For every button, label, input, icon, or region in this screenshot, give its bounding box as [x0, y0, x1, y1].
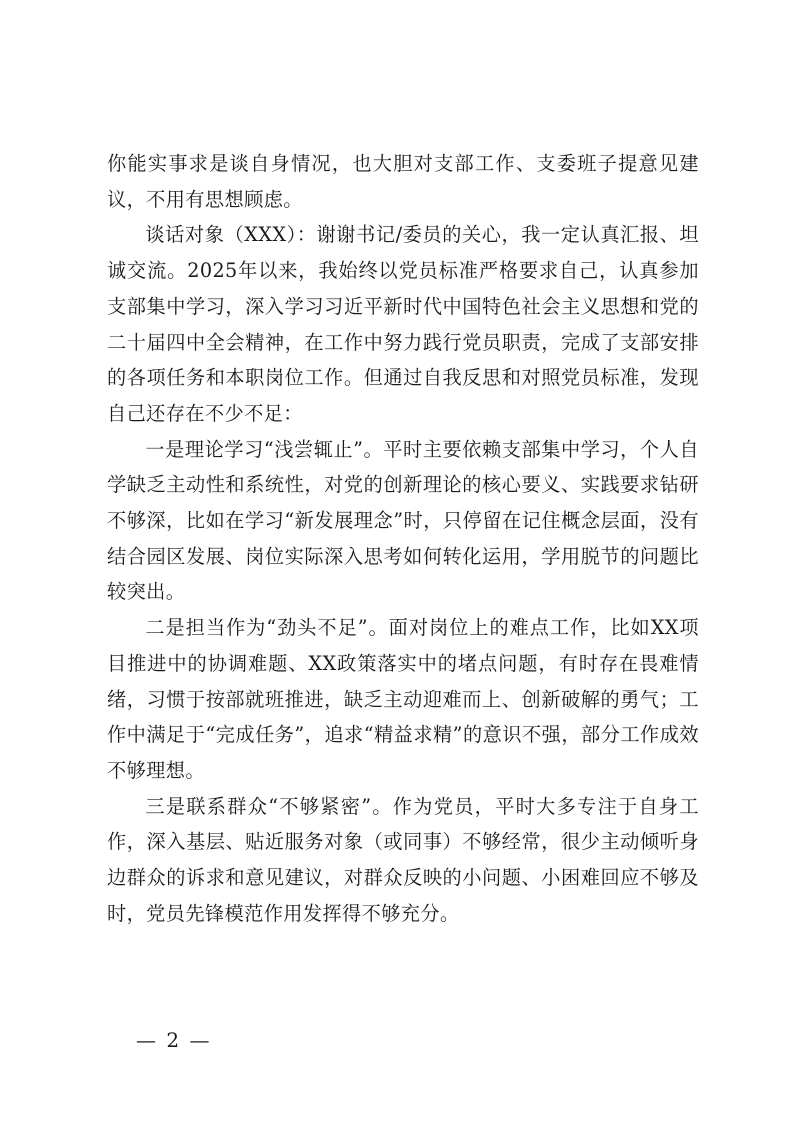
paragraph-2: 谈话对象（XXX）：谢谢书记/委员的关心，我一定认真汇报、坦诚交流。2025年以来，我始终以党员标准严格要求自己，认真参加支部集中学习，深入学习习近平新时代中国特色社会主义思想和党的二十届四中全会精神，在工作中努力践行党员职责，完成了支部安排的各项任务和本职岗位工作。但通过自我反思和对照党员标准，发现自己还存在不少不足： [107, 223, 699, 425]
paragraph-1: 你能实事求是谈自身情况，也大胆对支部工作、支委班子提意见建议，不用有思想顾虑。 [107, 152, 699, 211]
document-body [107, 146, 699, 931]
paragraph-5: 三是联系群众“不够紧密”。作为党员，平时大多专注于自身工作，深入基层、贴近服务对象（或同事）不够经常，很少主动倾听身边群众的诉求和意见建议，对群众反映的小问题、小困难回应不够及时，党员先锋模范作用发挥得不够充分。 [107, 794, 699, 925]
page-number: — 2 — [136, 1028, 212, 1052]
paragraph-3: 一是理论学习“浅尝辄止”。平时主要依赖支部集中学习，个人自学缺乏主动性和系统性，对党的创新理论的核心要义、实践要求钻研不够深，比如在学习“新发展理念”时，只停留在记住概念层面，没有结合园区发展、岗位实际深入思考如何转化运用，学用脱节的问题比较突出。 [107, 437, 699, 604]
paragraph-4: 二是担当作为“劲头不足”。面对岗位上的难点工作，比如XX项目推进中的协调难题、XX政策落实中的堵点问题，有时存在畏难情绪，习惯于按部就班推进，缺乏主动迎难而上、创新破解的勇气；工作中满足于“完成任务”，追求“精益求精”的意识不强，部分工作成效不够理想。 [107, 616, 699, 782]
